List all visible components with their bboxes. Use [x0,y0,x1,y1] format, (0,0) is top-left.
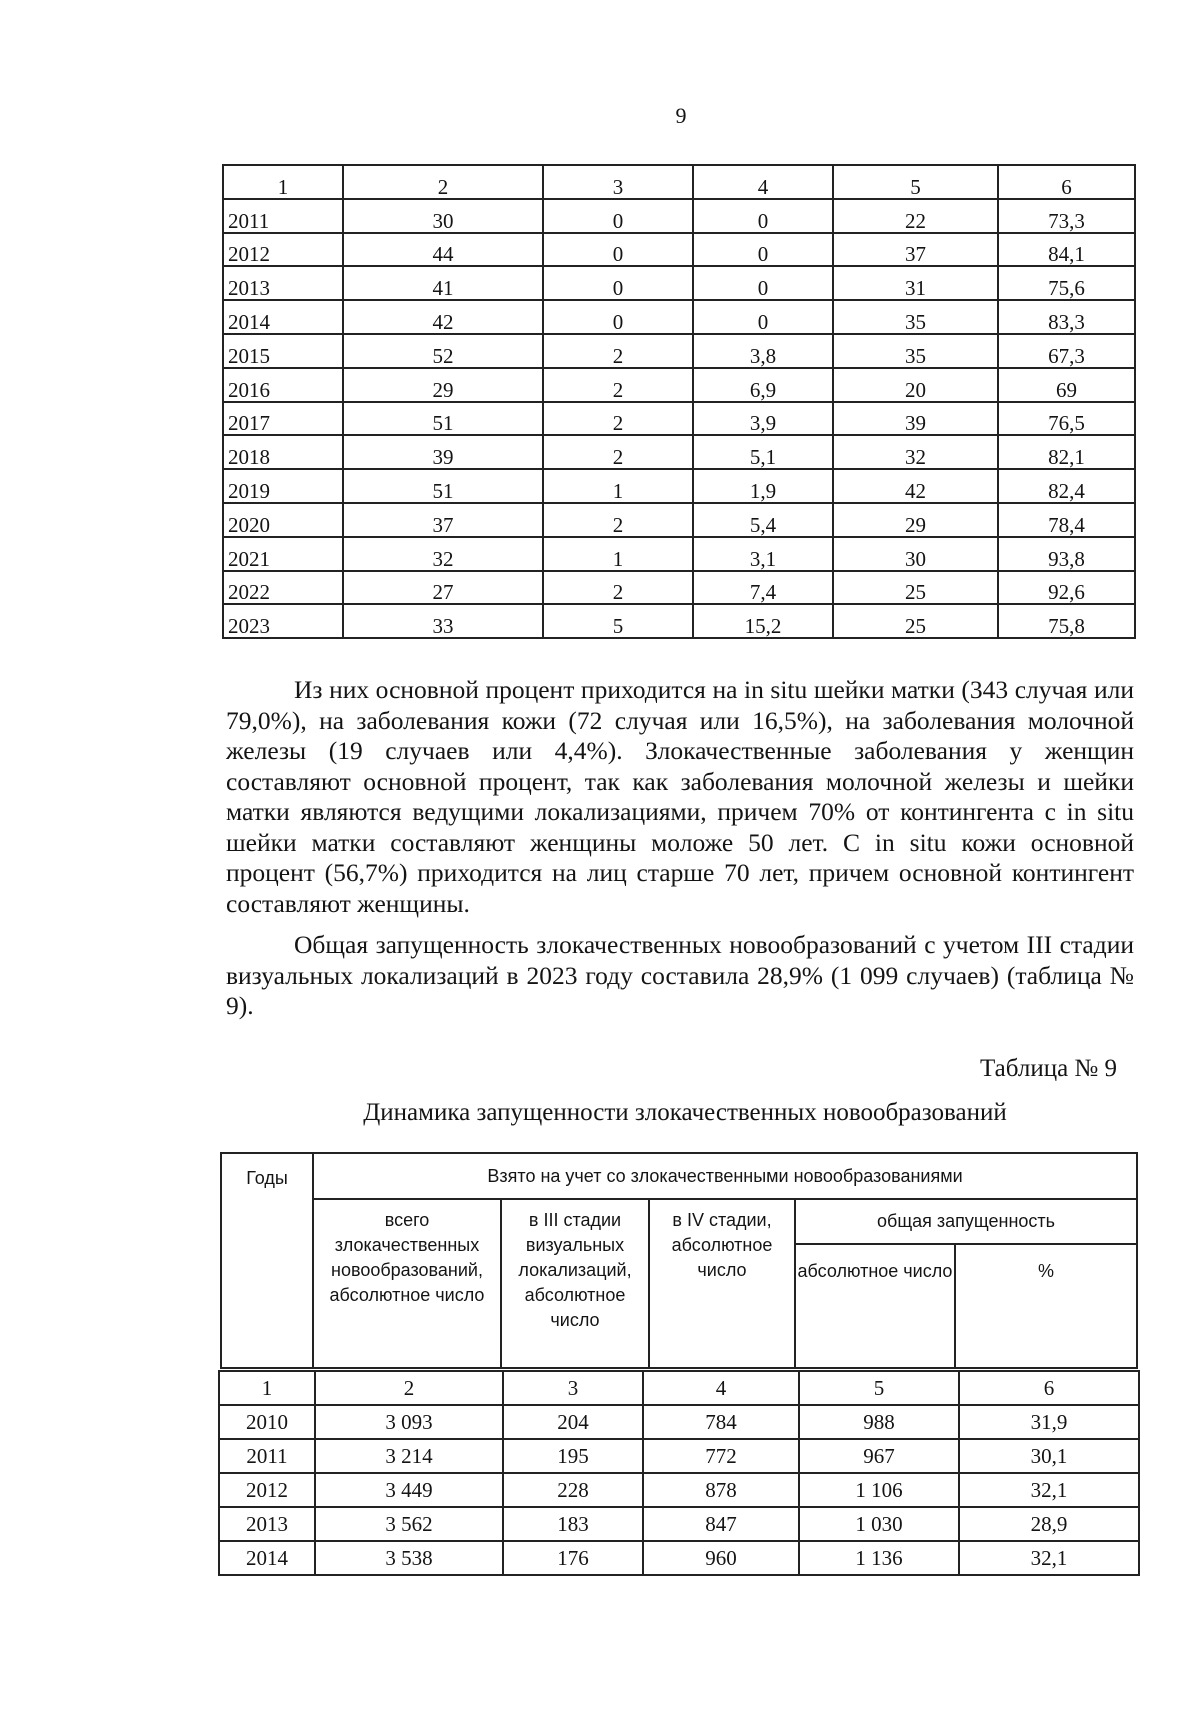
table-cell: 42 [833,469,998,503]
table-cell: 76,5 [998,402,1135,436]
table-row [223,300,1135,334]
column-number: 5 [799,1371,959,1405]
table-row [219,1507,1139,1541]
table-cell: 42 [343,300,543,334]
table-cell: 228 [503,1473,643,1507]
table-row [223,503,1135,537]
table-cell: 93,8 [998,537,1135,571]
column-number: 5 [833,165,998,199]
column-number: 2 [315,1371,503,1405]
column-number-row [223,165,1135,199]
table-cell: 0 [543,266,693,300]
column-number: 1 [223,165,343,199]
table-cell: 52 [343,334,543,368]
year-cell: 2022 [223,571,343,605]
table-cell: 44 [343,233,543,267]
table-row [223,334,1135,368]
year-cell: 2012 [223,233,343,267]
table-row [219,1405,1139,1439]
table-row [223,233,1135,267]
header-absolute-number: абсолютное число [795,1244,955,1368]
table-cell: 3 449 [315,1473,503,1507]
year-cell: 2014 [219,1541,315,1575]
table-cell: 878 [643,1473,799,1507]
column-number: 4 [693,165,833,199]
column-number: 3 [543,165,693,199]
table-cell: 33 [343,604,543,638]
table-cell: 22 [833,199,998,233]
table-9-rows [219,1371,1139,1575]
table-cell: 35 [833,300,998,334]
table-cell: 28,9 [959,1507,1139,1541]
table-cell: 84,1 [998,233,1135,267]
year-cell: 2012 [219,1473,315,1507]
year-cell: 2014 [223,300,343,334]
table-cell: 3 538 [315,1541,503,1575]
year-cell: 2015 [223,334,343,368]
table-cell: 75,8 [998,604,1135,638]
table-cell: 967 [799,1439,959,1473]
table-cell: 83,3 [998,300,1135,334]
year-cell: 2016 [223,368,343,402]
table-cell: 784 [643,1405,799,1439]
table-cell: 3 214 [315,1439,503,1473]
table-cell: 988 [799,1405,959,1439]
header-years: Годы [221,1153,313,1368]
table-row [223,469,1135,503]
table-cell: 5,4 [693,503,833,537]
table-row [219,1439,1139,1473]
table-cell: 960 [643,1541,799,1575]
year-cell: 2013 [223,266,343,300]
table-row [223,368,1135,402]
table-cell: 1 136 [799,1541,959,1575]
table-cell: 176 [503,1541,643,1575]
year-cell: 2021 [223,537,343,571]
table-cell: 0 [693,199,833,233]
table-cell: 3,9 [693,402,833,436]
table-cell: 1 030 [799,1507,959,1541]
table-cell: 183 [503,1507,643,1541]
table-cell: 69 [998,368,1135,402]
table-cell: 15,2 [693,604,833,638]
table-cell: 3,1 [693,537,833,571]
table-cell: 0 [543,300,693,334]
table-cell: 51 [343,469,543,503]
paragraph-2-text: Общая запущенность злокачественных новообразований с учетом III стадии визуальных локализаций в 2023 году составила 28,9% (1 099 случаев) (таблица № 9). [226,930,1134,1020]
table-cell: 6,9 [693,368,833,402]
table-cell: 32 [833,435,998,469]
table-cell: 92,6 [998,571,1135,605]
column-number: 6 [959,1371,1139,1405]
table-cell: 0 [543,199,693,233]
table-row [223,604,1135,638]
table-cell: 2 [543,571,693,605]
table-cell: 1 [543,469,693,503]
header-total: всего злокачественных новообразований, абсолютное число [313,1199,501,1368]
table-cell: 32,1 [959,1473,1139,1507]
table-9-title: Динамика запущенности злокачественных новообразований [363,1099,1007,1126]
table-cell: 78,4 [998,503,1135,537]
header-overall-neglect: общая запущенность [795,1199,1137,1244]
table-row [223,571,1135,605]
table-1-body [223,165,1135,638]
paragraph-in-situ [226,675,1134,919]
table-cell: 31,9 [959,1405,1139,1439]
year-cell: 2010 [219,1405,315,1439]
table-cell: 5 [543,604,693,638]
table-cell: 0 [543,233,693,267]
table-cell: 2 [543,402,693,436]
table-cell: 51 [343,402,543,436]
table-cell: 32 [343,537,543,571]
table-row [223,537,1135,571]
year-cell: 2018 [223,435,343,469]
table-cell: 32,1 [959,1541,1139,1575]
table-cell: 67,3 [998,334,1135,368]
table-cell: 30 [343,199,543,233]
table-cell: 75,6 [998,266,1135,300]
paragraph-1-text: Из них основной процент приходится на in situ шейки матки (343 случая или 79,0%), на заболевания кожи (72 случая или 16,5%), на заболевания молочной железы (19 случаев или 4,4%). Злокачественные заболевания у женщин составляют основной процент, так как заболевания молочной железы и шейки матки являются ведущими локализациями, причем 70% от контингента с in situ шейки матки составляют женщины моложе 50 лет. С in situ кожи основной процент (56,7%) приходится на лиц старше 70 лет, причем основной контингент составляют женщины. [226,675,1134,918]
table-cell: 2 [543,334,693,368]
table-cell: 195 [503,1439,643,1473]
table-cell: 1,9 [693,469,833,503]
table-row [223,199,1135,233]
table-row [223,266,1135,300]
table-cell: 41 [343,266,543,300]
column-number: 6 [998,165,1135,199]
table-cell: 39 [343,435,543,469]
table-cell: 39 [833,402,998,436]
table-cell: 37 [343,503,543,537]
table-cell: 2 [543,435,693,469]
table-1-continuation [222,164,1136,639]
table-cell: 847 [643,1507,799,1541]
table-cell: 30,1 [959,1439,1139,1473]
year-cell: 2023 [223,604,343,638]
column-number: 2 [343,165,543,199]
year-cell: 2020 [223,503,343,537]
year-cell: 2019 [223,469,343,503]
table-cell: 0 [693,300,833,334]
table-row [223,435,1135,469]
table-row [223,402,1135,436]
table-cell: 772 [643,1439,799,1473]
table-cell: 5,1 [693,435,833,469]
table-9-caption: Таблица № 9 [980,1055,1118,1082]
header-percent: % [955,1244,1137,1368]
header-stage-4: в IV стадии, абсолютное число [649,1199,795,1368]
table-cell: 20 [833,368,998,402]
table-cell: 2 [543,503,693,537]
table-cell: 29 [343,368,543,402]
table-cell: 37 [833,233,998,267]
table-cell: 25 [833,571,998,605]
year-cell: 2011 [219,1439,315,1473]
table-cell: 82,1 [998,435,1135,469]
table-cell: 1 106 [799,1473,959,1507]
table-cell: 35 [833,334,998,368]
table-cell: 3 562 [315,1507,503,1541]
table-cell: 25 [833,604,998,638]
header-registered-group: Взято на учет со злокачественными новообразованиями [313,1153,1137,1199]
table-cell: 29 [833,503,998,537]
table-cell: 3 093 [315,1405,503,1439]
table-cell: 27 [343,571,543,605]
table-cell: 31 [833,266,998,300]
table-row [219,1473,1139,1507]
paragraph-neglect [226,930,1134,1022]
table-cell: 1 [543,537,693,571]
table-cell: 30 [833,537,998,571]
year-cell: 2011 [223,199,343,233]
table-cell: 2 [543,368,693,402]
year-cell: 2013 [219,1507,315,1541]
column-number: 1 [219,1371,315,1405]
header-stage-3: в III стадии визуальных локализаций, абсолютное число [501,1199,649,1368]
table-cell: 0 [693,233,833,267]
table-9-header [220,1152,1138,1369]
page-number: 9 [675,103,687,128]
year-cell: 2017 [223,402,343,436]
table-row [219,1541,1139,1575]
table-cell: 7,4 [693,571,833,605]
column-number: 3 [503,1371,643,1405]
table-cell: 0 [693,266,833,300]
table-cell: 73,3 [998,199,1135,233]
table-9-body [218,1370,1140,1576]
table-cell: 3,8 [693,334,833,368]
column-number: 4 [643,1371,799,1405]
table-cell: 82,4 [998,469,1135,503]
table-cell: 204 [503,1405,643,1439]
column-number-row [219,1371,1139,1405]
